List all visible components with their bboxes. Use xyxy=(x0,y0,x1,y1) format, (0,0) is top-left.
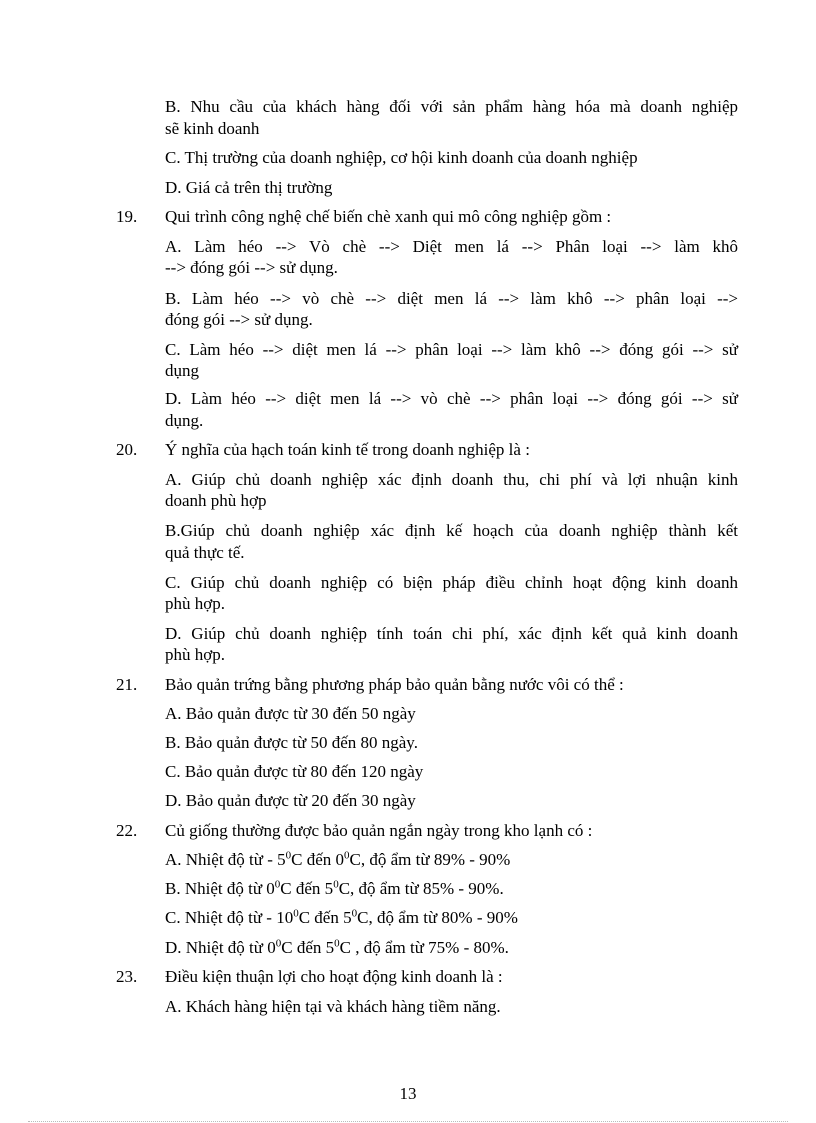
degree-superscript: 0 xyxy=(274,878,281,891)
option-text: B. Nhiệt độ từ 0 xyxy=(165,879,275,898)
prev-option-d: D. Giá cả trên thị trường xyxy=(165,178,333,197)
question-22-option-c xyxy=(165,908,738,928)
question-23-text: Điều kiện thuận lợi cho hoạt động kinh doanh là : xyxy=(165,967,503,986)
degree-superscript: 0 xyxy=(285,849,292,862)
prev-option-b-line1: B. Nhu cầu của khách hàng đối với sản phẩm hàng hóa mà doanh nghiệp xyxy=(165,97,738,116)
question-20-option-c-line2: phù hợp. xyxy=(165,594,225,613)
question-20-option-a-line1: A. Giúp chủ doanh nghiệp xác định doanh thu, chi phí và lợi nhuận kinh xyxy=(165,470,738,489)
question-19-text: Qui trình công nghệ chế biến chè xanh qui mô công nghiệp gồm : xyxy=(165,207,612,226)
question-19-option-c-line2: dụng xyxy=(165,361,199,380)
degree-superscript: 0 xyxy=(275,937,282,950)
option-text: C, độ ẩm từ 89% - 90% xyxy=(349,850,511,869)
question-19-option-c-line1: C. Làm héo --> diệt men lá --> phân loại --> làm khô --> đóng gói --> sử xyxy=(165,340,738,359)
option-text: A. Nhiệt độ từ - 5 xyxy=(165,850,286,869)
question-23-option-a: A. Khách hàng hiện tại và khách hàng tiềm năng. xyxy=(165,997,501,1016)
question-20-text: Ý nghĩa của hạch toán kinh tế trong doanh nghiệp là : xyxy=(165,440,530,459)
question-19-option-a-line2: --> đóng gói --> sử dụng. xyxy=(165,258,338,277)
question-23-number: 23. xyxy=(116,967,138,986)
question-21-option-d: D. Bảo quản được từ 20 đến 30 ngày xyxy=(165,791,416,810)
question-20-option-d-line2: phù hợp. xyxy=(165,645,225,664)
degree-superscript: 0 xyxy=(351,907,358,920)
question-19-option-a-line1: A. Làm héo --> Vò chè --> Diệt men lá --> Phân loại --> làm khô xyxy=(165,237,738,256)
degree-superscript: 0 xyxy=(344,849,350,862)
option-text: C, độ ẩm từ 80% - 90% xyxy=(357,908,518,927)
option-text: C đến 0 xyxy=(291,850,345,869)
question-21-text: Bảo quản trứng bằng phương pháp bảo quản bằng nước vôi có thể : xyxy=(165,675,624,694)
question-19-option-b-line1: B. Làm héo --> vò chè --> diệt men lá --> làm khô --> phân loại --> xyxy=(165,289,738,308)
page-number: 13 xyxy=(399,1084,417,1103)
question-22-option-b xyxy=(165,879,738,899)
question-22-option-d xyxy=(165,938,738,958)
question-21-number: 21. xyxy=(116,675,138,694)
option-text: C, độ ẩm từ 85% - 90%. xyxy=(338,879,504,898)
question-20-option-a-line2: doanh phù hợp xyxy=(165,491,267,510)
option-text: C đến 5 xyxy=(298,908,352,927)
question-21-option-b: B. Bảo quản được từ 50 đến 80 ngày. xyxy=(165,733,418,752)
question-22-number: 22. xyxy=(116,821,138,840)
option-text: D. Nhiệt độ từ 0 xyxy=(165,938,276,957)
question-21-option-a: A. Bảo quản được từ 30 đến 50 ngày xyxy=(165,704,416,723)
question-19-option-d-line1: D. Làm héo --> diệt men lá --> vò chè --> phân loại --> đóng gói --> sử xyxy=(165,389,738,408)
degree-superscript: 0 xyxy=(293,907,299,920)
question-22-text: Củ giống thường được bảo quản ngắn ngày trong kho lạnh có : xyxy=(165,821,593,840)
prev-option-c: C. Thị trường của doanh nghiệp, cơ hội kinh doanh của doanh nghiệp xyxy=(165,148,638,167)
option-text: C , độ ẩm từ 75% - 80%. xyxy=(339,938,509,957)
option-text: C đến 5 xyxy=(281,938,335,957)
question-20-option-d-line1: D. Giúp chủ doanh nghiệp tính toán chi phí, xác định kết quả kinh doanh xyxy=(165,624,738,643)
question-19-option-d-line2: dụng. xyxy=(165,411,204,430)
question-19-option-b-line2: đóng gói --> sử dụng. xyxy=(165,310,313,329)
question-22-option-a xyxy=(165,850,738,870)
option-text: C. Nhiệt độ từ - 10 xyxy=(165,908,294,927)
question-19-number: 19. xyxy=(116,207,138,226)
prev-option-b-line2: sẽ kinh doanh xyxy=(165,119,260,138)
option-text: C đến 5 xyxy=(280,879,334,898)
page-bottom-divider xyxy=(28,1121,788,1122)
question-20-option-c-line1: C. Giúp chủ doanh nghiệp có biện pháp điều chỉnh hoạt động kinh doanh xyxy=(165,573,738,592)
question-20-option-b-line1: B.Giúp chủ doanh nghiệp xác định kế hoạch của doanh nghiệp thành kết xyxy=(165,521,738,540)
degree-superscript: 0 xyxy=(333,878,339,891)
degree-superscript: 0 xyxy=(334,937,340,950)
question-20-number: 20. xyxy=(116,440,138,459)
question-21-option-c: C. Bảo quản được từ 80 đến 120 ngày xyxy=(165,762,424,781)
question-20-option-b-line2: quả thực tế. xyxy=(165,543,245,562)
